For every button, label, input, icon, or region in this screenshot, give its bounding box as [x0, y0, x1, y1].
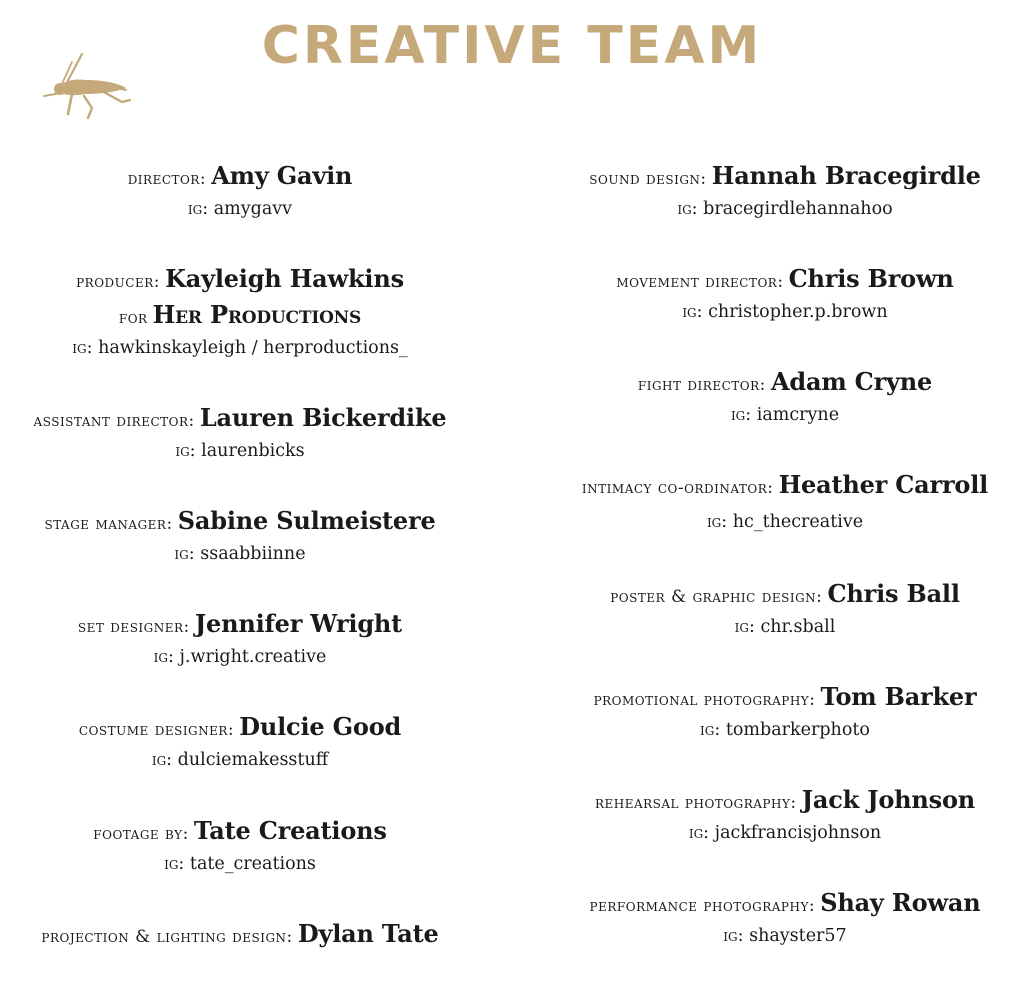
company-name: Her Productions [152, 300, 362, 329]
ig-prefix: ig: [706, 512, 728, 532]
credit-poster-graphic-design [546, 576, 1024, 642]
credit-movement-director [546, 261, 1024, 327]
person-name: Tate Creations [193, 816, 387, 845]
ig-prefix: ig: [688, 823, 710, 843]
credit-set-designer [0, 606, 480, 672]
role-label: poster & graphic design: [610, 587, 823, 607]
person-name: Jennifer Wright [194, 609, 403, 638]
person-name: Dulcie Good [239, 712, 402, 741]
ig-handle: chr.sball [760, 617, 836, 637]
ig-handle: bracegirdlehannahoo [703, 199, 893, 219]
ig-handle: jackfrancisjohnson [714, 823, 882, 843]
ig-handle: shayster57 [749, 926, 847, 946]
ig-prefix: ig: [174, 544, 195, 564]
ig-prefix: ig: [677, 199, 698, 219]
ig-handle: iamcryne [756, 405, 840, 425]
credit-sound-design [546, 158, 1024, 224]
ig-prefix: ig: [187, 199, 209, 219]
role-label: costume designer: [78, 720, 235, 740]
ig-handle: laurenbicks [201, 441, 305, 461]
credit-director [0, 158, 480, 224]
person-name: Kayleigh Hawkins [165, 264, 404, 293]
role-label: intimacy co-ordinator: [581, 478, 774, 498]
person-name: Shay Rowan [820, 888, 981, 917]
role-label: performance photography: [589, 896, 816, 916]
ig-prefix: ig: [700, 720, 721, 740]
credit-promotional-photography [546, 679, 1024, 745]
role-label: fight director: [637, 375, 766, 395]
ig-handle: christopher.p.brown [708, 302, 888, 322]
credit-footage [0, 813, 480, 879]
person-name: Lauren Bickerdike [199, 403, 447, 432]
person-name: Amy Gavin [211, 161, 353, 190]
ig-handle: hc_thecreative [732, 512, 864, 532]
role-label: sound design: [589, 169, 707, 189]
ig-prefix: ig: [72, 338, 93, 358]
person-name: Jack Johnson [801, 785, 976, 814]
ig-prefix: ig: [151, 750, 173, 770]
person-name: Sabine Sulmeistere [177, 506, 436, 535]
ig-prefix: ig: [682, 302, 703, 322]
role-label: assistant director: [33, 411, 195, 431]
role-label: for [118, 308, 148, 328]
person-name: Tom Barker [820, 682, 977, 711]
credit-assistant-director [0, 400, 480, 466]
ig-handle: tate_creations [189, 854, 316, 874]
ig-handle: j.wright.creative [179, 647, 327, 667]
role-label: footage by: [93, 824, 189, 844]
page-title: CREATIVE TEAM [261, 16, 763, 76]
credit-fight-director [546, 364, 1024, 430]
ig-prefix: ig: [734, 617, 755, 637]
role-label: producer: [76, 272, 160, 292]
role-label: rehearsal photography: [594, 793, 797, 813]
person-name: Chris Brown [788, 264, 954, 293]
role-label: stage manager: [44, 514, 173, 534]
credit-producer [0, 261, 480, 363]
person-name: Adam Cryne [770, 367, 933, 396]
ig-handle: dulciemakesstuff [177, 750, 329, 770]
person-name: Chris Ball [827, 579, 960, 608]
ig-prefix: ig: [164, 854, 185, 874]
role-label: promotional photography: [593, 690, 816, 710]
ig-handle: tombarkerphoto [725, 720, 870, 740]
cricket-icon [38, 50, 134, 122]
person-name: Dylan Tate [297, 919, 439, 948]
credit-rehearsal-photography [546, 782, 1024, 848]
ig-prefix: ig: [730, 405, 752, 425]
ig-prefix: ig: [723, 926, 744, 946]
role-label: movement director: [616, 272, 784, 292]
role-label: director: [127, 169, 207, 189]
role-label: set designer: [77, 617, 190, 637]
role-label: projection & lighting design: [41, 927, 293, 947]
ig-handle: amygavv [213, 199, 293, 219]
ig-prefix: ig: [153, 647, 174, 667]
person-name: Heather Carroll [778, 470, 989, 499]
credit-costume-designer [0, 709, 480, 775]
ig-handle: ssaabbiinne [200, 544, 306, 564]
credit-projection-lighting [0, 916, 480, 952]
credit-intimacy-coordinator [546, 467, 1024, 537]
ig-prefix: ig: [175, 441, 196, 461]
ig-handle: hawkinskayleigh / herproductions_ [98, 338, 408, 358]
credit-stage-manager [0, 503, 480, 569]
person-name: Hannah Bracegirdle [711, 161, 981, 190]
credit-performance-photography [546, 885, 1024, 951]
